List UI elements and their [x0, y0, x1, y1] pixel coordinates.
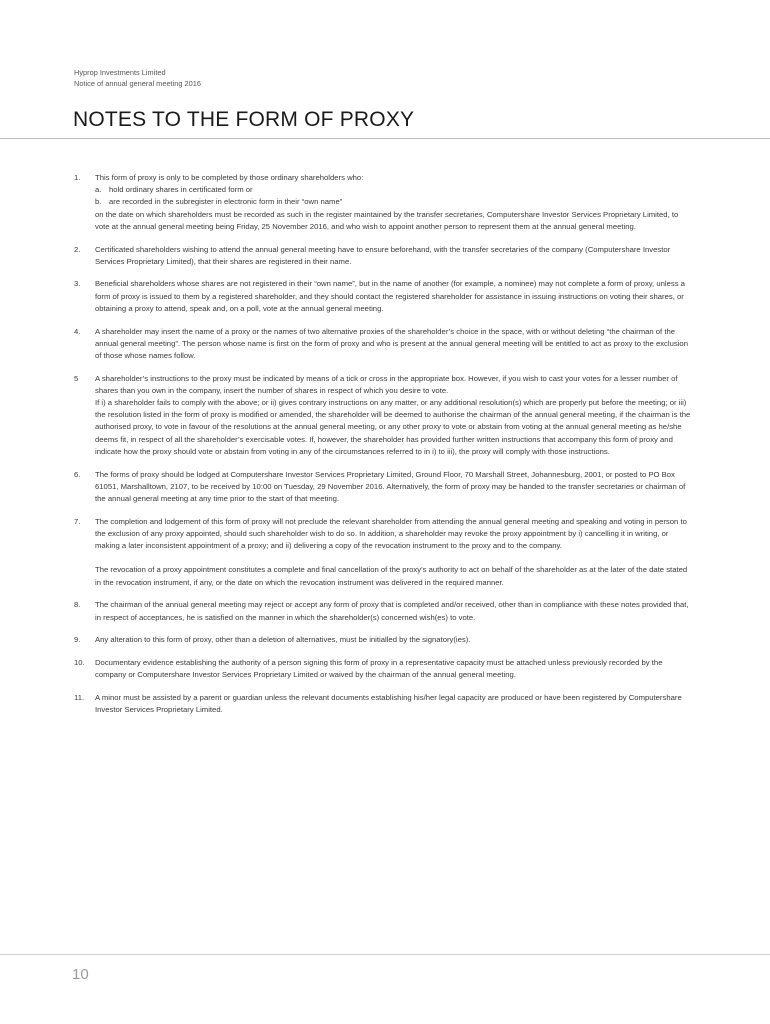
- note-number: 4.: [74, 326, 81, 336]
- note-3: [74, 278, 694, 315]
- note-1: [74, 172, 694, 233]
- note-10: [74, 657, 694, 681]
- note-4: [74, 326, 694, 363]
- note-number: 3.: [74, 279, 81, 289]
- note-text-continued: on the date on which shareholders must be recorded as such in the register maintained by the transfer secretaries, Computershare Investor Services Proprietary Limited, to vote at the annual general meeting being Friday, 25 November 2016, and who wish to appoint another person to represent them at the annual general meeting.: [95, 209, 679, 231]
- header-document: Notice of annual general meeting 2016: [74, 78, 201, 88]
- sub-item-b: [95, 196, 694, 208]
- page-number: 10: [72, 966, 89, 983]
- note-number: 8.: [74, 600, 81, 610]
- notes-list: [74, 172, 694, 727]
- note-text: This form of proxy is only to be completed by those ordinary shareholders who:: [95, 173, 364, 182]
- note-text: The completion and lodgement of this form of proxy will not preclude the relevant shareholder from attending the annual general meeting and speaking and voting in person to the exclusion of any proxy appointed, should such shareholder wish to do so. In addition, a shareholder may revoke the proxy appointment by i) cancelling it in writing, or making a later inconsistent appointment of a proxy; and ii) delivering a copy of the revocation instrument to the proxy and to the company.: [95, 516, 687, 551]
- note-number: 2.: [74, 244, 81, 254]
- title-divider: [0, 138, 770, 139]
- note-6: [74, 469, 694, 506]
- sub-item-text: hold ordinary shares in certificated form or: [109, 185, 253, 195]
- note-9: [74, 634, 694, 646]
- note-2: [74, 244, 694, 268]
- note-text: A shareholder’s instructions to the proxy must be indicated by means of a tick or cross in the appropriate box. However, if you wish to cast your votes for a lesser number of shares than you own in the company, insert the number of shares in respect of which you desire to vote.: [95, 373, 678, 395]
- note-number: 1.: [74, 173, 81, 182]
- note-text: A minor must be assisted by a parent or guardian unless the relevant documents establishing his/her legal capacity are produced or have been registered by Computershare Investor Services Proprietary Limited.: [95, 692, 682, 715]
- note-number: 5: [74, 373, 79, 383]
- note-text: Documentary evidence establishing the authority of a person signing this form of proxy in a representative capacity must be attached unless previously recorded by the company or Computershare Investor Services Proprietary Limited or waived by the chairman of the annual general meeting.: [95, 657, 663, 680]
- note-text: The revocation of a proxy appointment constitutes a complete and final cancellation of the proxy’s authority to act on behalf of the shareholder as at the later of the date stated in the revocation instrument, if any, or the date on which the revocation instrument was delivered in the required manner.: [95, 565, 688, 587]
- note-7: [74, 516, 694, 589]
- note-11: [74, 692, 694, 716]
- note-text: Any alteration to this form of proxy, other than a deletion of alternatives, must be initialled by the signatory(ies).: [95, 635, 471, 645]
- note-text: The chairman of the annual general meeting may reject or accept any form of proxy that is completed and/or received, other than in compliance with these notes provided that, in respect of acceptances, he is satisfied on the manner in which the shareholder(s) concerned wish(es) to vote.: [95, 600, 689, 622]
- note-text: The forms of proxy should be lodged at Computershare Investor Services Proprietary Limited, Ground Floor, 70 Marshall Street, Johannesburg, 2001, or posted to PO Box 61051, Marshalltown, 2107, to be received by 10:00 on Tuesday, 29 November 2016. Alternatively, the form of proxy may be handed to the transfer secretaries or chairman of the annual general meeting at any time prior to the start of that meeting.: [95, 469, 686, 503]
- note-number: 10.: [74, 657, 85, 667]
- note-number: 6.: [74, 469, 81, 479]
- note-sublist: [95, 184, 694, 208]
- note-number: 9.: [74, 635, 81, 645]
- sub-item-text: are recorded in the subregister in electronic form in their “own name”: [109, 197, 343, 207]
- running-header: [74, 68, 201, 89]
- note-text: If i) a shareholder fails to comply with the above; or ii) gives contrary instructions on any matter, or any additional resolution(s) which are properly put before the meeting; or iii) the resolution listed in the form of proxy is modified or amended, the shareholder will be deemed to authorise the chairman of the annual general meeting, if the chairman is the authorised proxy, to vote in favour of the resolutions at the annual general meeting, or any other proxy to vote or abstain from voting at the annual general meeting as he/she deems fit, in respect of all the shareholder’s exercisable votes. If, however, the shareholder has provided further written instructions that accompany this form of proxy and indicate how the proxy should vote or abstain from voting in any of the circumstances referred to in i) to iii), the proxy will comply with those instructions.: [95, 398, 691, 456]
- sub-item-letter: b.: [95, 197, 102, 207]
- footer-divider: [0, 954, 770, 955]
- note-number: 11.: [74, 692, 85, 702]
- note-5: [74, 373, 694, 458]
- note-text: Beneficial shareholders whose shares are not registered in their “own name”, but in the name of another (for example, a nominee) may not complete a form of proxy, unless a form of proxy is issued to them by a registered shareholder, and they should contact the registered shareholder for assistance in issuing instructions on voting their shares, or obtaining a proxy to attend, speak and, on a poll, vote at the annual general meeting.: [95, 279, 685, 313]
- note-text: Certificated shareholders wishing to attend the annual general meeting have to ensure beforehand, with the transfer secretaries of the company (Computershare Investor Services Proprietary Limited), that their shares are registered in their name.: [95, 244, 671, 266]
- note-8: [74, 599, 694, 623]
- page-title: NOTES TO THE FORM OF PROXY: [73, 108, 415, 131]
- sub-item-letter: a.: [95, 185, 102, 195]
- note-number: 7.: [74, 516, 81, 526]
- sub-item-a: [95, 184, 694, 196]
- note-text: A shareholder may insert the name of a proxy or the names of two alternative proxies of the shareholder’s choice in the space, with or without deleting “the chairman of the annual general meeting”. The person whose name is first on the form of proxy and who is present at the annual general meeting will be entitled to act as proxy to the exclusion of those whose names follow.: [95, 326, 688, 360]
- header-company: Hyprop Investments Limited: [74, 68, 166, 77]
